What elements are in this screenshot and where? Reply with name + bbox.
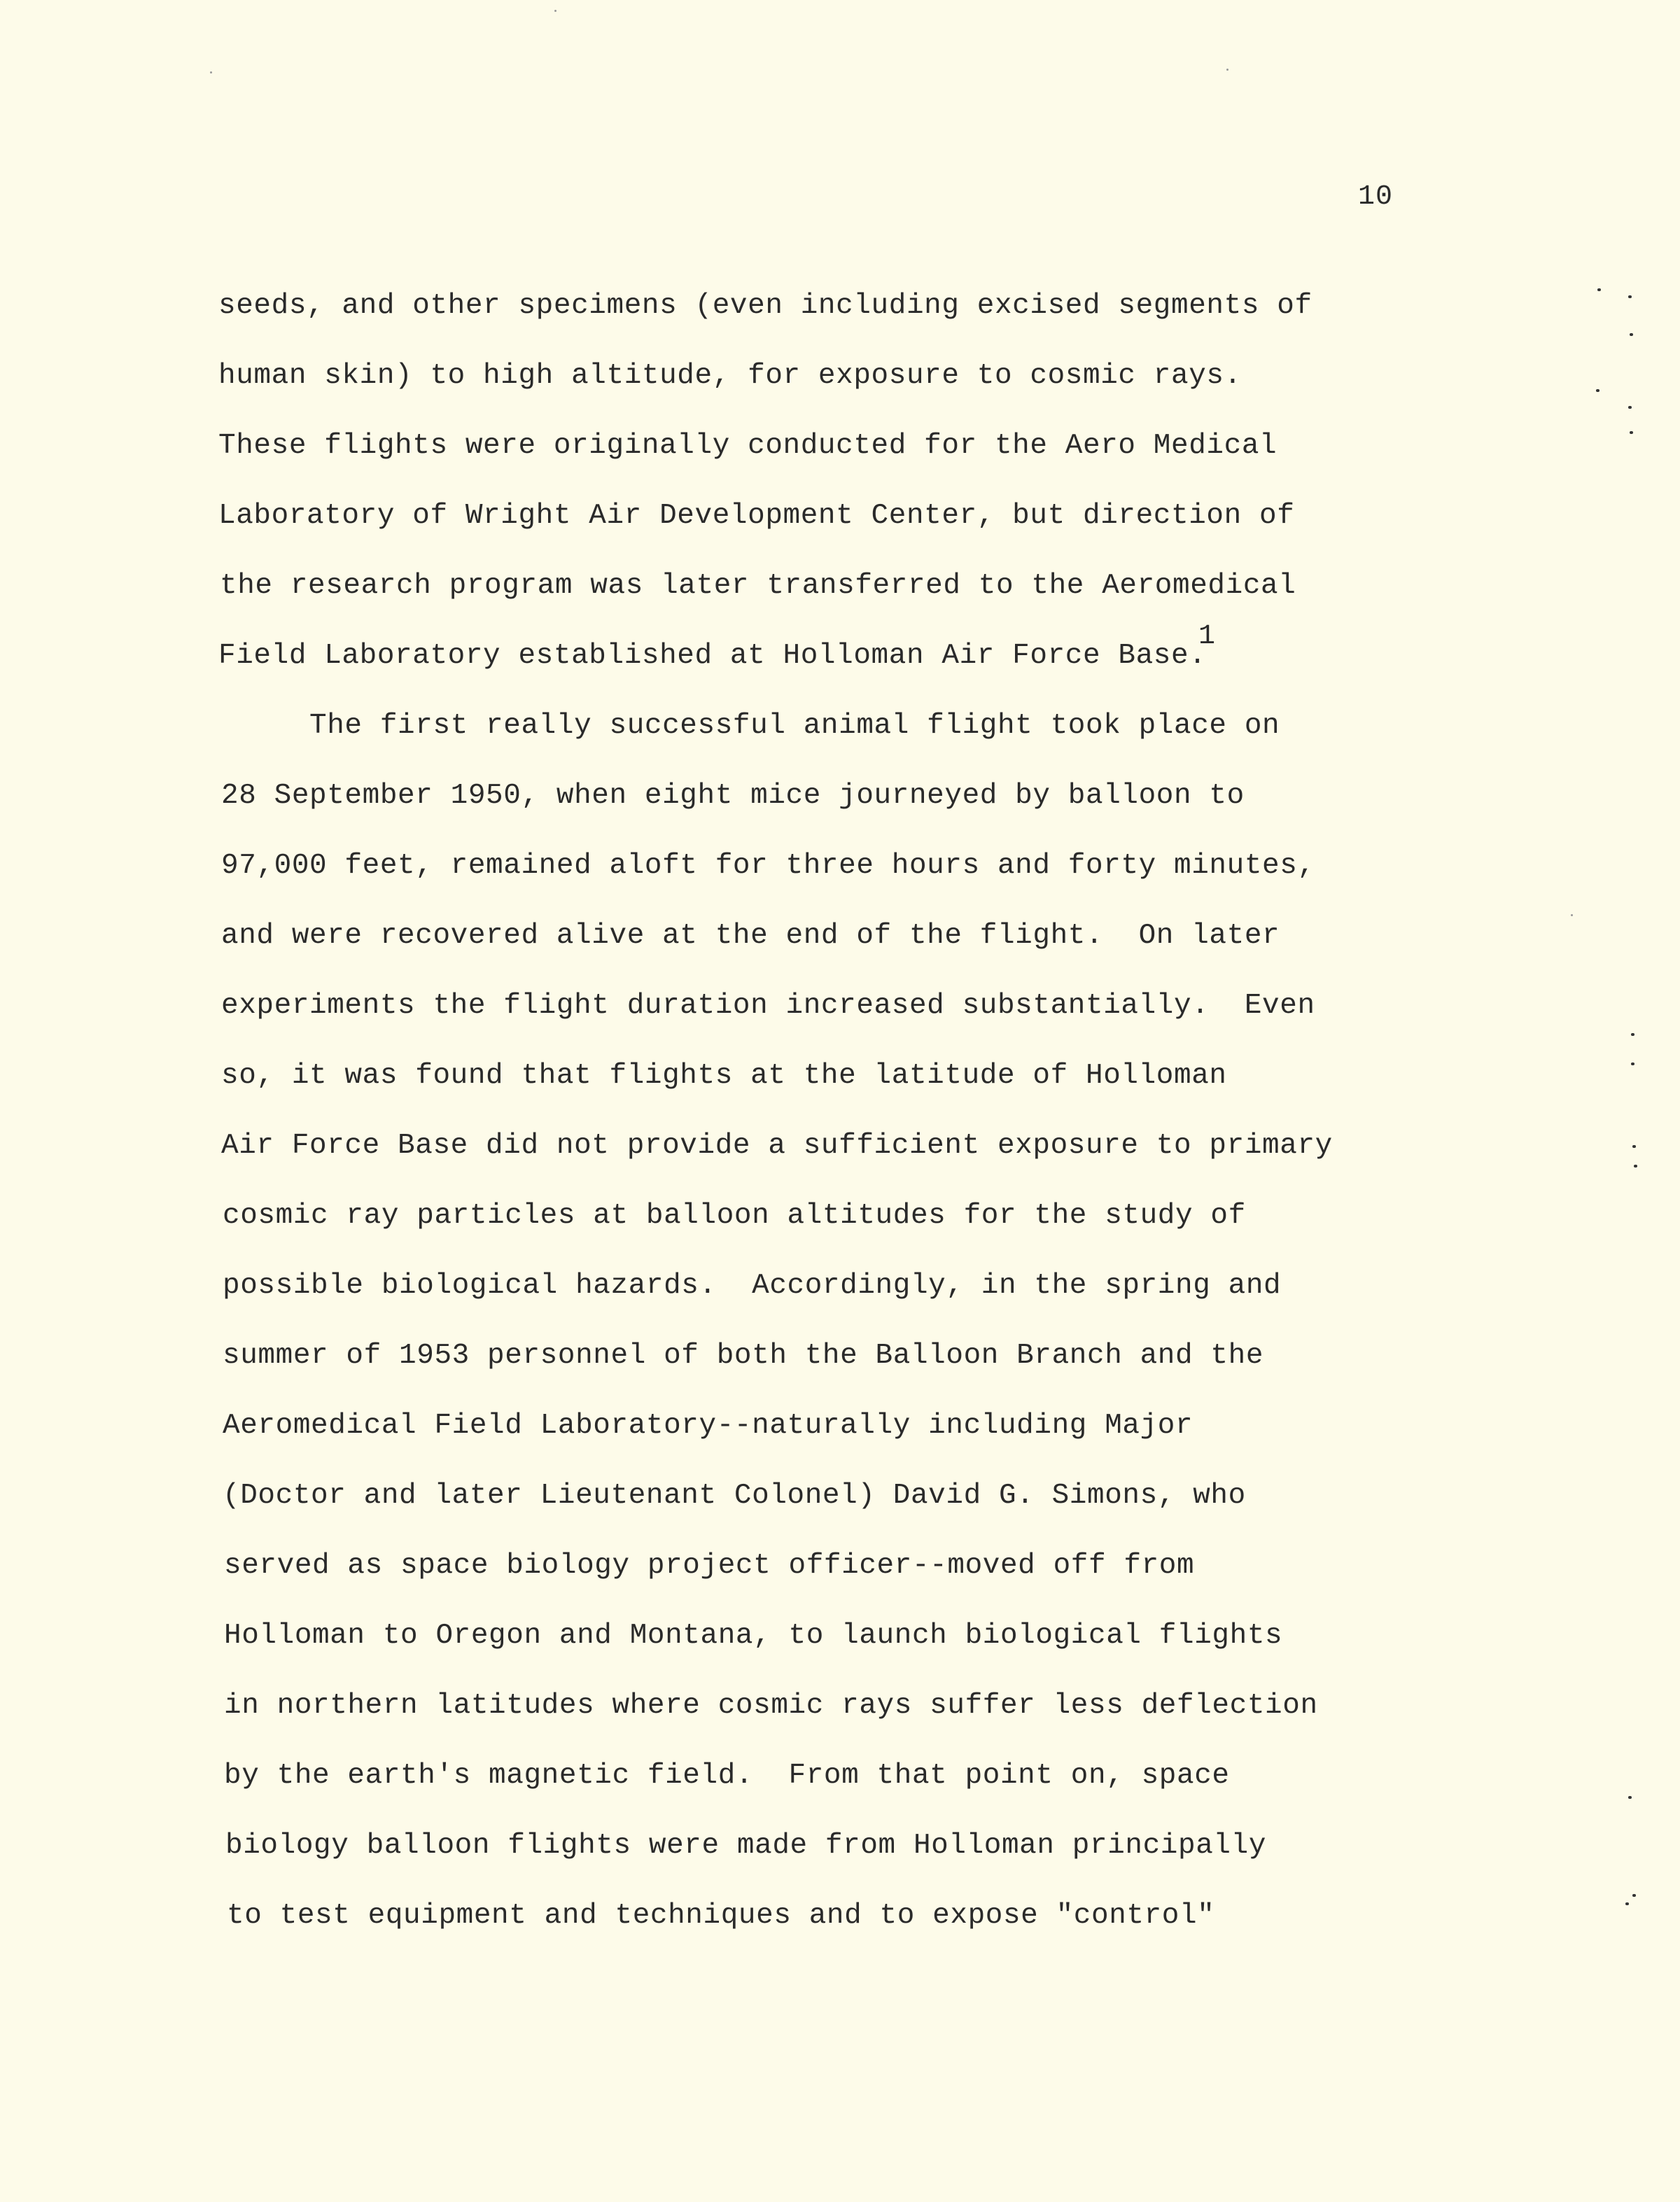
text-line: summer of 1953 personnel of both the Balloon Branch and the [223, 1340, 1264, 1372]
text-line: (Doctor and later Lieutenant Colonel) David G. Simons, who [223, 1480, 1246, 1512]
text-line: Air Force Base did not provide a sufficient exposure to primary [221, 1130, 1333, 1162]
page-number: 10 [1358, 181, 1394, 213]
text-line: in northern latitudes where cosmic rays suffer less deflection [224, 1690, 1318, 1722]
text-line: 97,000 feet, remained aloft for three hours and forty minutes, [221, 850, 1315, 882]
text-line: possible biological hazards. Accordingly, in the spring and [223, 1270, 1282, 1302]
text-line: Aeromedical Field Laboratory--naturally including Major [223, 1410, 1194, 1442]
text-line: biology balloon flights were made from Holloman principally [225, 1830, 1267, 1862]
paper-speck [554, 10, 556, 12]
text-line: by the earth's magnetic field. From that point on, space [224, 1760, 1230, 1792]
text-line: These flights were originally conducted for the Aero Medical [218, 430, 1278, 462]
paper-speck [210, 71, 212, 73]
edge-mark [1628, 295, 1632, 298]
edge-mark [1628, 406, 1632, 409]
edge-mark [1631, 1063, 1634, 1065]
edge-mark [1628, 1796, 1632, 1799]
edge-mark [1631, 1033, 1634, 1036]
text-line: seeds, and other specimens (even including excised segments of [218, 290, 1312, 322]
text-line: Laboratory of Wright Air Development Center, but direction of [218, 500, 1295, 532]
edge-mark [1625, 1902, 1629, 1905]
edge-mark [1596, 389, 1600, 392]
edge-mark [1630, 431, 1633, 434]
edge-mark [1632, 1894, 1636, 1897]
text-line: cosmic ray particles at balloon altitudes for the study of [223, 1200, 1246, 1232]
edge-mark [1632, 1145, 1636, 1148]
text-line: the research program was later transferred to the Aeromedical [220, 570, 1296, 602]
edge-mark [1630, 333, 1633, 336]
edge-mark [1634, 1165, 1637, 1167]
text-line: and were recovered alive at the end of the flight. On later [221, 920, 1280, 952]
text-line: experiments the flight duration increased substantially. Even [221, 990, 1315, 1022]
text-line: served as space biology project officer--moved off from [224, 1550, 1195, 1582]
text-line: 28 September 1950, when eight mice journeyed by balloon to [221, 780, 1245, 812]
paper-speck [1226, 69, 1228, 71]
text-line: human skin) to high altitude, for exposure to cosmic rays. [218, 360, 1242, 392]
text-line: Field Laboratory established at Holloman Air Force Base. [218, 640, 1207, 672]
paper-speck [1571, 914, 1573, 916]
text-line: Holloman to Oregon and Montana, to launch biological flights [224, 1620, 1283, 1652]
edge-mark [1597, 288, 1601, 291]
text-line: so, it was found that flights at the latitude of Holloman [221, 1060, 1227, 1092]
footnote-marker: 1 [1198, 621, 1216, 652]
text-line: to test equipment and techniques and to expose "control" [227, 1900, 1215, 1932]
text-line: The first really successful animal flight took place on [221, 710, 1280, 742]
